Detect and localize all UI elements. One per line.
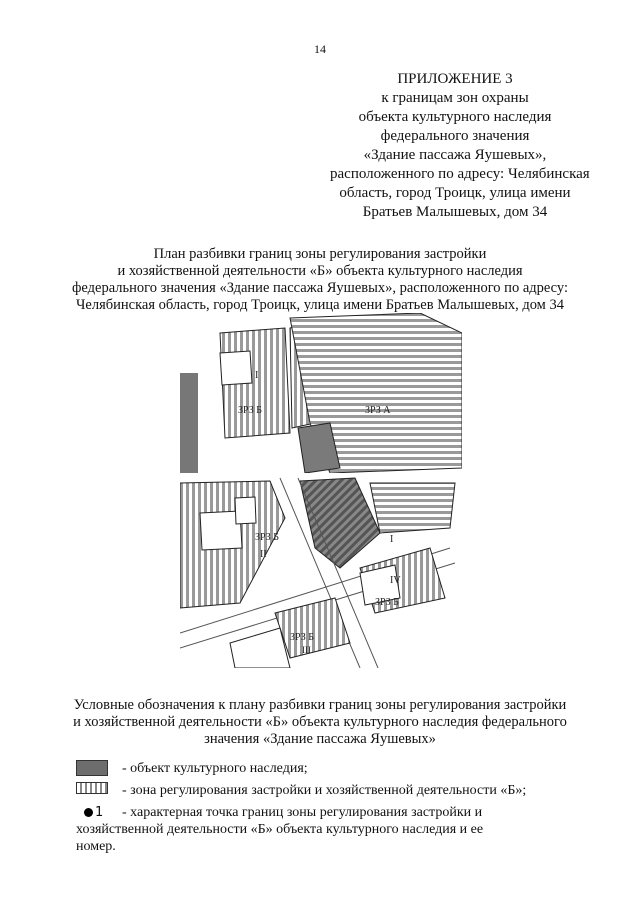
plan-title-line: План разбивки границ зоны регулирования застройки xyxy=(153,246,487,262)
map-label-number: I xyxy=(390,534,394,545)
map-label-zone: ЗРЗ Б xyxy=(290,632,314,643)
legend-text: - характерная точка границ зоны регулирования застройки и xyxy=(122,805,483,820)
map-label-number: III xyxy=(302,645,311,655)
appendix-line: федерального значения xyxy=(380,128,530,144)
legend-title-line: и хозяйственной деятельности «Б» объекта культурного наследия федерального xyxy=(73,714,567,730)
appendix-title: ПРИЛОЖЕНИЕ 3 xyxy=(397,71,513,87)
map-building xyxy=(180,373,198,473)
appendix-line: Братьев Малышевых, дом 34 xyxy=(362,204,548,220)
point-marker-number: 1 xyxy=(95,805,104,820)
point-marker xyxy=(84,804,103,821)
map-label-number: II xyxy=(260,549,267,560)
legend-title-line: Условные обозначения к плану разбивки границ зоны регулирования застройки xyxy=(73,697,567,713)
legend-title-line: значения «Здание пассажа Яушевых» xyxy=(204,731,436,747)
page-number: 14 xyxy=(314,42,326,56)
map-label-zone: ЗРЗ Б xyxy=(375,597,399,608)
appendix-header xyxy=(330,70,590,222)
appendix-line: «Здание пассажа Яушевых», xyxy=(363,147,547,163)
legend-text: - объект культурного наследия; xyxy=(122,761,308,776)
map-label-number: I xyxy=(255,370,259,381)
hatch-swatch xyxy=(76,782,108,794)
legend-item-zone xyxy=(76,782,586,799)
appendix-line: объекта культурного наследия xyxy=(358,109,552,125)
map-label-zone: ЗРЗ Б xyxy=(255,532,279,543)
legend-text: - зона регулирования застройки и хозяйственной деятельности «Б»; xyxy=(122,783,527,798)
legend xyxy=(76,760,586,860)
map-label-zone: ЗРЗ А xyxy=(365,405,391,416)
legend-text: хозяйственной деятельности «Б» объекта культурного наследия и ее xyxy=(76,822,484,837)
plan-title xyxy=(40,246,600,314)
map-label-zone: ЗРЗ Б xyxy=(238,405,262,416)
legend-item-heritage xyxy=(76,760,586,777)
map-label-number: IV xyxy=(390,575,401,586)
legend-title xyxy=(40,697,600,748)
plan-title-line: федерального значения «Здание пассажа Яушевых», расположенного по адресу: xyxy=(71,280,569,296)
legend-item-point xyxy=(76,804,586,855)
heritage-swatch xyxy=(76,760,108,776)
appendix-line: к границам зон охраны xyxy=(381,90,529,106)
appendix-line: область, город Троицк, улица имени xyxy=(339,185,571,201)
appendix-line: расположенного по адресу: Челябинская xyxy=(330,166,590,182)
plan-title-line: и хозяйственной деятельности «Б» объекта культурного наследия xyxy=(117,263,523,279)
plan-title-line: Челябинская область, город Троицк, улица имени Братьев Малышевых, дом 34 xyxy=(76,297,564,313)
zoning-map xyxy=(180,313,462,668)
legend-text: номер. xyxy=(76,839,116,854)
point-icon xyxy=(84,808,93,817)
